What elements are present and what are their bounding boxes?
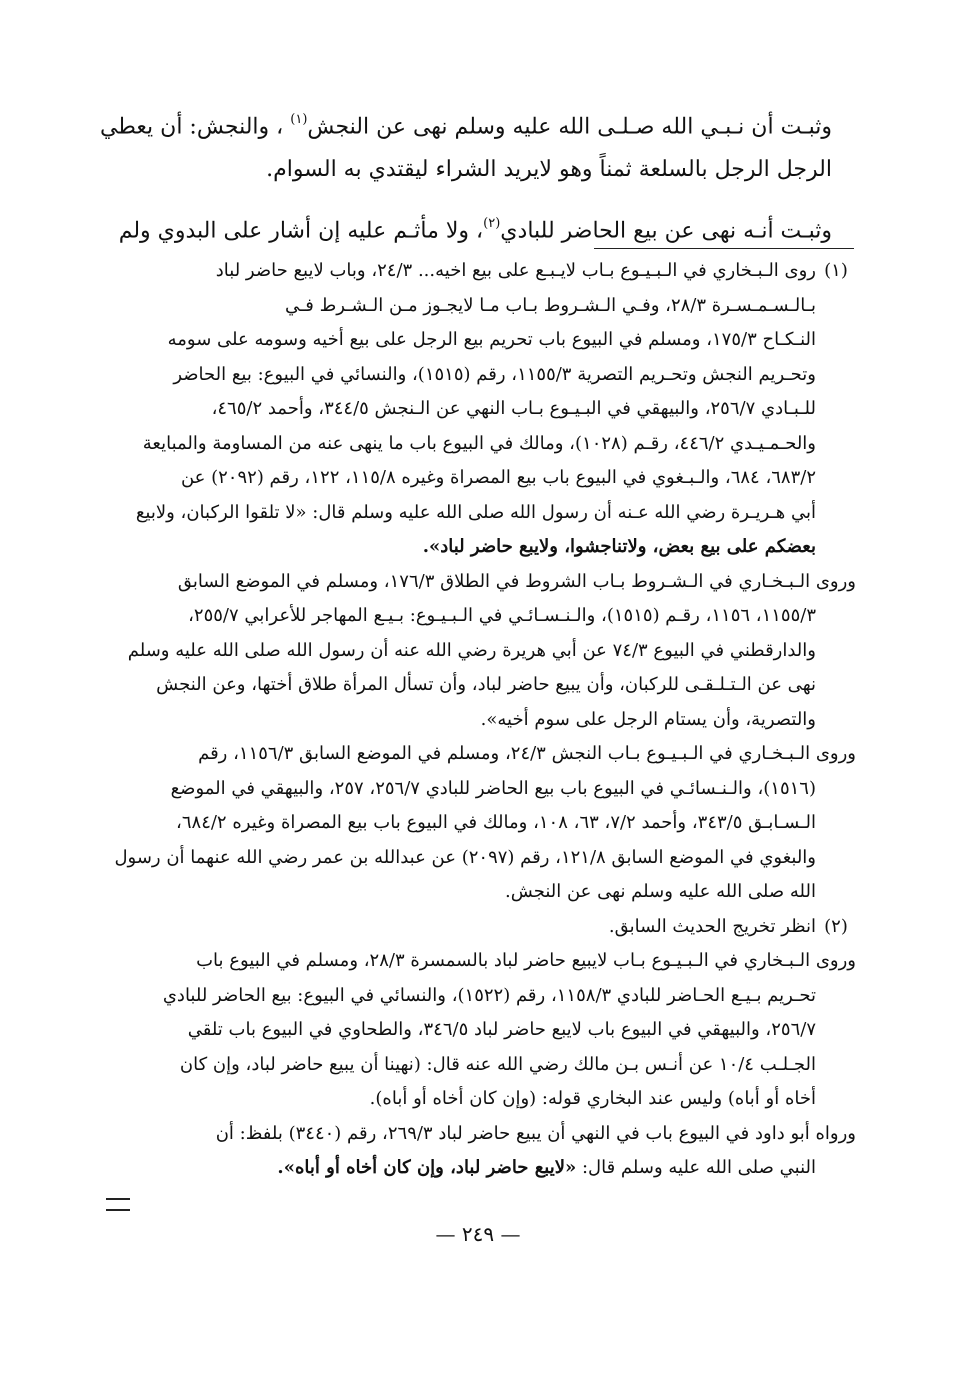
footnote-line: الـسـابـق ٣٤٣/٥، وأحمد ٧/٢، ٦٣، ١٠٨، ومالك في البيوع باب بيع المصراة وغيره ٦٨٤/٢، xyxy=(176,812,816,833)
footnote-label: (١) xyxy=(824,260,848,281)
footnote-line: النبي صلى الله عليه وسلم قال: «لايبع حاضر لباد، وإن كان أخاه أو أباه». xyxy=(277,1157,816,1178)
footnote-line: والتصرية، وأن يستام الرجل على سوم أخيه». xyxy=(480,708,816,730)
footnote-line: والبغوي في الموضع السابق ١٢١/٨، رقم (٢٠٩٧) عن عبدالله بن عمر رضي الله عنهما أن رسول xyxy=(114,846,816,868)
footnote-line: الله صلى الله عليه وسلم نهى عن النجش. xyxy=(505,881,816,902)
footnote-line: بـالـسـمـسـرة ٢٨/٣، وفـي الـشـروط بـاب مـا لايجـوز مـن الـشـرط فـي xyxy=(285,294,816,316)
main-text xyxy=(100,98,832,250)
footnote-1 xyxy=(104,254,856,910)
footnotes xyxy=(104,254,856,1186)
footnote-line: ١١٥٥/٣، ١١٥٦، رقـم (١٥١٥)، والـنـسـائـي في الـبـيـوع: بـيـع المهاجر للأعرابي ٢٥٥/٧، xyxy=(188,605,816,626)
end-of-section-mark xyxy=(106,1198,130,1211)
footnote-line: ٦٨٣/٢، ٦٨٤، والـبـغوي في البيوع باب بيع المصراة وغيره ١١٥/٨، ١٢٢، رقم (٢٠٩٢) عن xyxy=(180,467,816,488)
footnote-ref-1: (١) xyxy=(290,112,308,127)
footnote-ref-2: (٢) xyxy=(483,216,501,231)
footnote-line: وروى الـبـخاري في الـبـيـوع بـاب لايبيع حاضر لباد بالسمسرة ٢٨/٣، ومسلم في البيوع باب xyxy=(196,950,856,971)
main-line: الرجل الرجل بالسلعة ثمناً وهو لايريد الشراء ليقتدي به السوام. xyxy=(266,157,832,182)
footnote-line: (١٥١٦)، والـنـسائـي في البيوع باب بيع الحاضر للبادي ٢٥٦/٧، ٢٥٧، والبيهقي في الموضع xyxy=(170,777,816,799)
footnote-line: نهى عن الـتـلـقـى للركبان، وأن يبيع حاضر لباد، وأن تسأل المرأة طلاق أختها، وعن النجش xyxy=(156,674,816,695)
footnote-line: وتحـريم النجش وتحـريم التصرية ١١٥٥/٣، رقم (١٥١٥)، والنسائي في البيوع: بيع الحاضر xyxy=(173,363,816,385)
footnote-line: ٢٥٦/٧، والبيهقي في البيوع باب لايبع حاضر لباد ٣٤٦/٥، والطحاوي في البيوع باب تلقي xyxy=(187,1019,816,1040)
footnote-2 xyxy=(104,910,856,1186)
footnote-line: وروى الـبـخـاري في الـبـيـوع بـاب النجش ٢٤/٣، ومسلم في الموضع السابق ١١٥٦/٣، رقم xyxy=(198,743,856,764)
footnote-line: تحـريم بـيـع الحـاضر للبادي ١١٥٨/٣، رقم (١٥٢٢)، والنسائي في البيوع: بيع الحاضر للبادي xyxy=(162,984,816,1006)
footnote-line: للـبـادي ٢٥٦/٧، والبيهقي في البـيـوع بـاب النهي عن الـنجش ٣٤٤/٥، وأحمد ٤٦٥/٢، xyxy=(211,398,816,419)
footnote-line: أبي هـريـرة رضي الله عـنه أن رسول الله صلى الله عليه وسلم قال: «لا تلقوا الركبان، ولابيع xyxy=(135,501,816,523)
footnote-line: روى الـبـخاري في الـبـيـوع بـاب لايـبـع على بيع اخيه... ٢٤/٣، وباب لايبع حاضر لباد xyxy=(215,260,816,281)
footnote-line: ورواه أبو داود في البيوع باب في النهي أن يبيع حاضر لباد ٢٦٩/٣، رقم (٣٤٤٠) بلفظ: أن xyxy=(215,1122,856,1144)
footnote-line: النـكـاح ١٧٥/٣، ومسلم في البيوع باب تحريم بيع الرجل على بيع أخيه وسومه على سومه xyxy=(167,329,816,350)
footnote-line: والدارقطني في البيوع ٧٤/٣ عن أبي هريرة رضي الله عنه أن رسول الله صلى الله عليه وسلم xyxy=(127,639,816,661)
page-number: — ٢٤٩ — xyxy=(435,1222,521,1246)
footnote-line: أخاه أو أباه) وليس عند البخاري قوله: (وإن كان أخاه أو أباه). xyxy=(369,1088,816,1109)
footnote-line: وروى الـبـخـاري في الـشـروط بـاب الشروط في الطلاق ١٧٦/٣، ومسلم في الموضع السابق xyxy=(177,570,856,592)
footnote-label: (٢) xyxy=(824,915,848,937)
footnote-separator xyxy=(594,248,854,249)
footnote-line: والحـمـيـدي ٤٤٦/٢، رقـم (١٠٢٨)، ومالك في البيوع باب ما ينهى عنه من المساومة والمبايعة xyxy=(142,432,816,454)
footnote-line: انظر تخريج الحديث السابق. xyxy=(608,915,816,937)
main-line: وثبـت أنـه نهى عن بيع الحاضر للبادي$^{(٢)}$، ولا مأثـم عليه إن أشار على البدوي ولم xyxy=(118,216,832,244)
footnote-line: الجـلـب ١٠/٤ عن أنـس بـن مالك رضي الله عنه قال: (نهينا أن يبيع حاضر لباد، وإن كان xyxy=(179,1053,816,1075)
main-line: وثبـت أن نـبـي الله صـلـى الله عليه وسلم نهى عن النجش$^{(١)}$ ، والنجش: أن يعطي xyxy=(100,112,832,140)
footnote-line: بعضكم على بيع بعض، ولاتناجشوا، ولايبع حاضر لباد». xyxy=(422,536,816,557)
